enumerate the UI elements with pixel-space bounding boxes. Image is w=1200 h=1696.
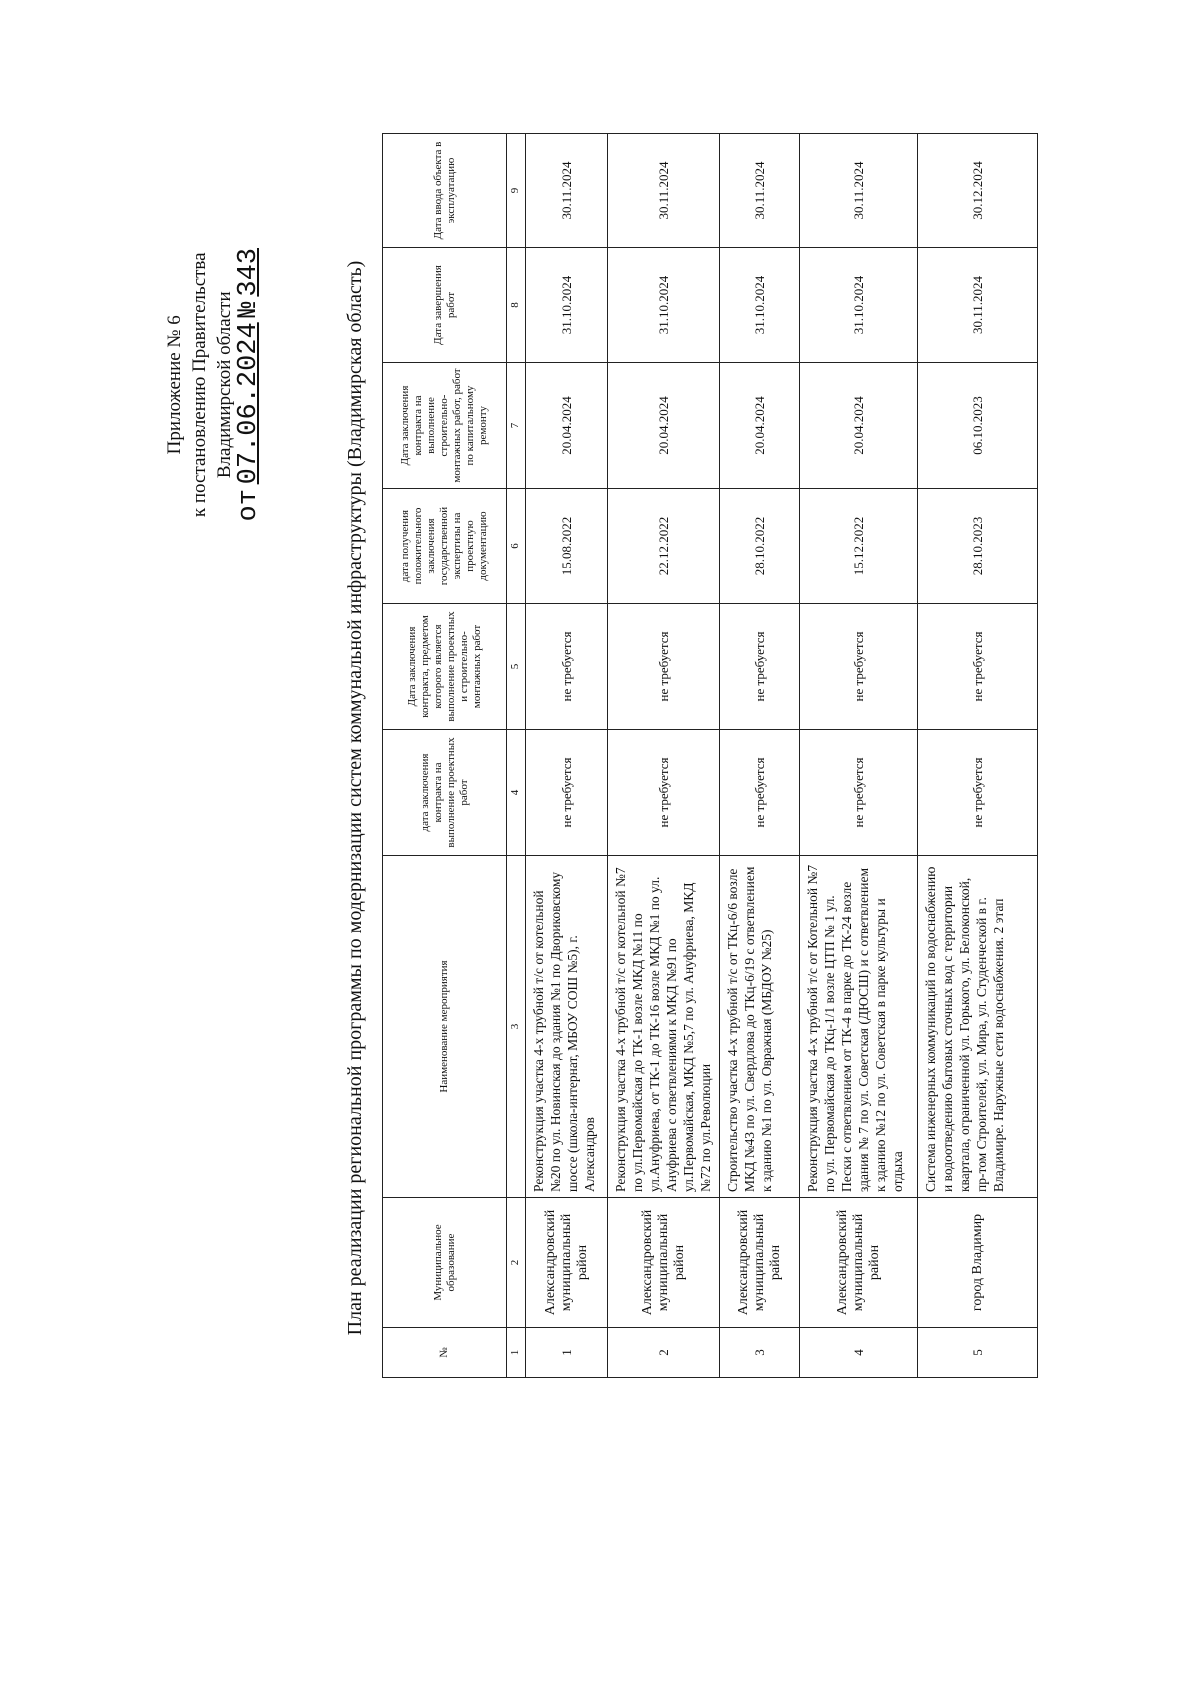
appendix-number: Приложение № 6 <box>164 315 185 455</box>
commissioning-date: 30.11.2024 <box>608 134 720 248</box>
column-header: дата получения положительного заключения государственной экспертизы на проектную документацию <box>383 489 507 604</box>
row-number: 3 <box>720 1328 800 1378</box>
plan-title: План реализации региональной программы по модернизации систем коммунальной инфраструктуры (Владимирская область) <box>344 260 366 1336</box>
resolution-date-line <box>234 248 264 522</box>
construction-contract-date: 20.04.2024 <box>720 363 800 489</box>
expertise-date: 22.12.2022 <box>608 489 720 604</box>
row-number: 2 <box>608 1328 720 1378</box>
column-number-row <box>507 134 526 1378</box>
completion-date: 31.10.2024 <box>608 248 720 363</box>
column-number: 4 <box>507 730 526 856</box>
plan-table <box>382 133 1038 1378</box>
design-contract-date: не требуется <box>800 730 918 856</box>
column-header: Наименование мероприятия <box>383 856 507 1198</box>
construction-contract-date: 20.04.2024 <box>800 363 918 489</box>
appendix-header <box>162 248 262 522</box>
column-header: Дата заключения контракта, предметом которого является выполнение проектных и строительно-монтажных работ <box>383 604 507 730</box>
construction-contract-date: 20.04.2024 <box>526 363 608 489</box>
design-build-contract-date: не требуется <box>526 604 608 730</box>
expertise-date: 28.10.2022 <box>720 489 800 604</box>
column-number: 3 <box>507 856 526 1198</box>
design-contract-date: не требуется <box>918 730 1038 856</box>
design-contract-date: не требуется <box>526 730 608 856</box>
design-build-contract-date: не требуется <box>918 604 1038 730</box>
activity-cell: Реконструкция участка 4-х трубной т/с от котельной №7 по ул.Первомайская до ТК-1 возле МКД №11 по ул.Ануфриева, от ТК-1 до ТК-16 возле МКД №1 по ул. Ануфриева с ответвлениями к МКД №91 по ул.Первомайская, МКД №5,7 по ул. Ануфриева, МКД №72 по ул.Революции <box>608 856 720 1198</box>
column-number: 7 <box>507 363 526 489</box>
activity-cell: Реконструкция участка 4-х трубной т/с от котельной №20 по ул. Новинская до здания №1 по Двориковскому шоссе (школа-интернат, МБОУ СОШ №5), г. Александров <box>526 856 608 1198</box>
resolution-reference: к постановлению Правительства <box>189 252 210 518</box>
column-number: 9 <box>507 134 526 248</box>
activity-cell: Система инженерных коммуникаций по водоснабжению и водоотведению бытовых сточных вод с территории квартала, ограниченной ул. Горького, ул. Белоконской, пр-том Строителей, ул. Мира, ул. Студенческой в г. Владимире. Наружные сети водоснабжения. 2 этап <box>918 856 1038 1198</box>
municipality-cell: город Владимир <box>918 1198 1038 1328</box>
completion-date: 31.10.2024 <box>526 248 608 363</box>
row-number: 4 <box>800 1328 918 1378</box>
municipality-cell: Александровский муниципальный район <box>608 1198 720 1328</box>
resolution-number: 343 <box>234 248 264 297</box>
completion-date: 30.11.2024 <box>918 248 1038 363</box>
design-build-contract-date: не требуется <box>800 604 918 730</box>
table-row <box>526 134 608 1378</box>
activity-cell: Строительство участка 4-х трубной т/с от ТКц-6/6 возле МКД №43 по ул. Свердлова до ТКц-6/19 с ответвлением к зданию №1 по ул. Овражная (МБДОУ №25) <box>720 856 800 1198</box>
column-header: дата заключения контракта на выполнение проектных работ <box>383 730 507 856</box>
activity-cell: Реконструкция участка 4-х трубной т/с от Котельной №7 по ул. Первомайская до ТКц-1/1 возле ЦТП № 1 ул. Пески с ответвлением от ТК-4 в парке до ТК-24 возле здания № 7 по ул. Советская (ДЮСШ) и с ответвлением к зданию №12 по ул. Советская в парке культуры и отдыха <box>800 856 918 1198</box>
number-prefix: № <box>234 301 264 318</box>
column-number: 1 <box>507 1328 526 1378</box>
date-prefix: от <box>234 489 264 522</box>
table-row <box>608 134 720 1378</box>
column-header: Дата заключения контракта на выполнение строительно-монтажных работ, работ по капитальному ремонту <box>383 363 507 489</box>
table-header-row <box>383 134 507 1378</box>
table-row <box>918 134 1038 1378</box>
column-number: 8 <box>507 248 526 363</box>
municipality-cell: Александровский муниципальный район <box>526 1198 608 1328</box>
column-header: № <box>383 1328 507 1378</box>
region-name: Владимирской области <box>214 291 235 479</box>
commissioning-date: 30.12.2024 <box>918 134 1038 248</box>
design-build-contract-date: не требуется <box>608 604 720 730</box>
expertise-date: 28.10.2023 <box>918 489 1038 604</box>
column-number: 6 <box>507 489 526 604</box>
municipality-cell: Александровский муниципальный район <box>800 1198 918 1328</box>
completion-date: 31.10.2024 <box>800 248 918 363</box>
column-header: Дата завершения работ <box>383 248 507 363</box>
design-build-contract-date: не требуется <box>720 604 800 730</box>
row-number: 1 <box>526 1328 608 1378</box>
resolution-date: 07.06.2024 <box>234 322 264 485</box>
row-number: 5 <box>918 1328 1038 1378</box>
expertise-date: 15.12.2022 <box>800 489 918 604</box>
construction-contract-date: 20.04.2024 <box>608 363 720 489</box>
commissioning-date: 30.11.2024 <box>720 134 800 248</box>
table-row <box>800 134 918 1378</box>
commissioning-date: 30.11.2024 <box>800 134 918 248</box>
municipality-cell: Александровский муниципальный район <box>720 1198 800 1328</box>
table-row <box>720 134 800 1378</box>
design-contract-date: не требуется <box>720 730 800 856</box>
completion-date: 31.10.2024 <box>720 248 800 363</box>
expertise-date: 15.08.2022 <box>526 489 608 604</box>
design-contract-date: не требуется <box>608 730 720 856</box>
document-sheet <box>90 88 1110 1608</box>
construction-contract-date: 06.10.2023 <box>918 363 1038 489</box>
column-number: 2 <box>507 1198 526 1328</box>
commissioning-date: 30.11.2024 <box>526 134 608 248</box>
column-header: Муниципальное образование <box>383 1198 507 1328</box>
column-number: 5 <box>507 604 526 730</box>
column-header: Дата ввода объекта в эксплуатацию <box>383 134 507 248</box>
